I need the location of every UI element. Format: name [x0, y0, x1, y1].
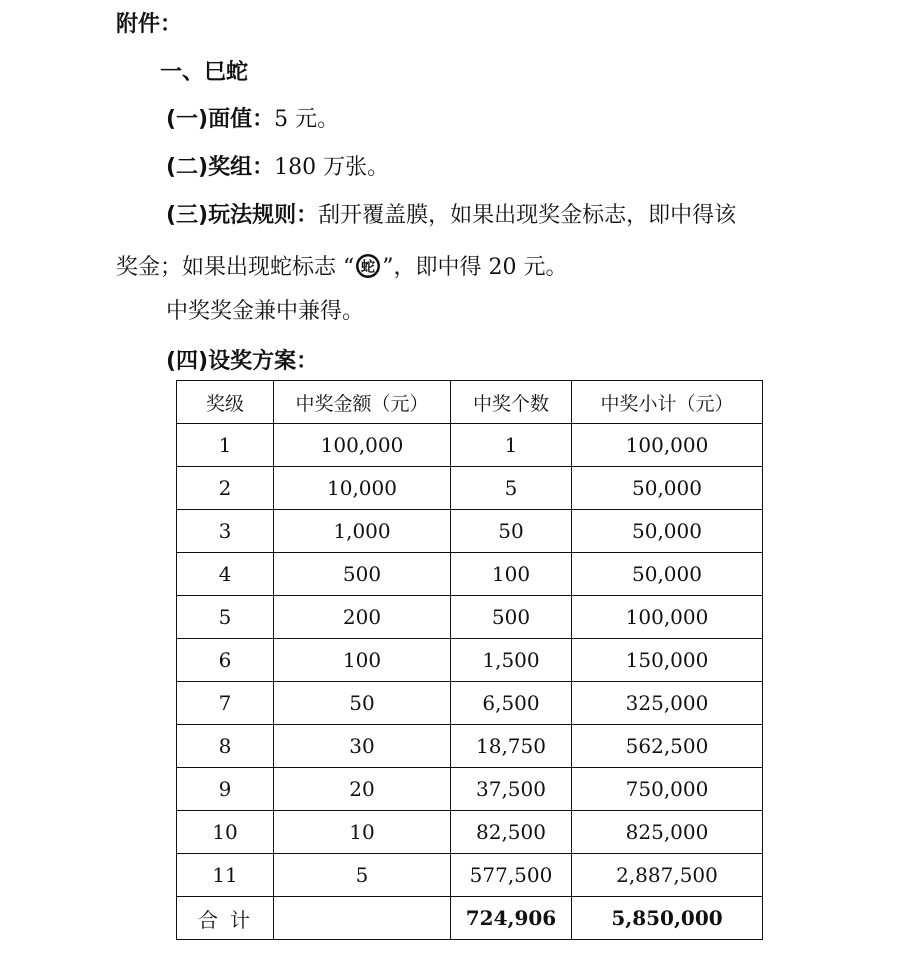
cell-level: 10	[177, 811, 274, 854]
prize-group-text: 180 万张。	[274, 155, 390, 180]
section-heading: 一、巳蛇	[160, 60, 249, 85]
face-value-label: (一)面值：	[166, 107, 275, 132]
prize-group-label: (二)奖组：	[166, 155, 275, 180]
cell-count: 500	[451, 596, 572, 639]
cell-count: 18,750	[451, 725, 572, 768]
rules-text-2-after: ”，即中得 20 元。	[382, 255, 568, 280]
cell-amount: 1,000	[274, 510, 451, 553]
cell-count: 6,500	[451, 682, 572, 725]
rules-line-3: 中奖奖金兼中兼得。	[166, 299, 365, 324]
cell-subtotal: 100,000	[572, 424, 763, 467]
cell-subtotal: 825,000	[572, 811, 763, 854]
cell-level: 11	[177, 854, 274, 897]
cell-level: 8	[177, 725, 274, 768]
table-row	[177, 510, 763, 553]
table-row	[177, 811, 763, 854]
face-value-text: 5 元。	[274, 107, 340, 132]
table-row	[177, 553, 763, 596]
cell-subtotal: 100,000	[572, 596, 763, 639]
cell-amount: 30	[274, 725, 451, 768]
cell-level: 3	[177, 510, 274, 553]
header-prize-count: 中奖个数	[451, 381, 572, 424]
cell-subtotal: 150,000	[572, 639, 763, 682]
table-row	[177, 424, 763, 467]
rules-text-1: 刮开覆盖膜，如果出现奖金标志，即中得该	[318, 203, 737, 228]
cell-amount: 50	[274, 682, 451, 725]
table-row	[177, 682, 763, 725]
table-row	[177, 596, 763, 639]
cell-level: 1	[177, 424, 274, 467]
prize-group-line	[166, 153, 389, 183]
cell-subtotal: 50,000	[572, 553, 763, 596]
cell-count: 1,500	[451, 639, 572, 682]
cell-count: 82,500	[451, 811, 572, 854]
cell-subtotal: 750,000	[572, 768, 763, 811]
cell-amount: 200	[274, 596, 451, 639]
face-value-line	[166, 105, 339, 135]
cell-subtotal: 50,000	[572, 510, 763, 553]
table-row	[177, 467, 763, 510]
header-prize-level: 奖级	[177, 381, 274, 424]
header-prize-amount: 中奖金额（元）	[274, 381, 451, 424]
cell-amount: 100	[274, 639, 451, 682]
attachment-label: 附件：	[116, 12, 183, 37]
cell-count: 100	[451, 553, 572, 596]
header-prize-subtotal: 中奖小计（元）	[572, 381, 763, 424]
cell-count: 577,500	[451, 854, 572, 897]
rules-label: (三)玩法规则：	[166, 203, 319, 228]
snake-symbol-icon	[355, 253, 381, 279]
cell-count: 1	[451, 424, 572, 467]
prize-plan-label: (四)设奖方案：	[166, 349, 319, 374]
cell-amount: 20	[274, 768, 451, 811]
rules-line-1	[166, 201, 736, 231]
cell-subtotal: 50,000	[572, 467, 763, 510]
total-label: 合计	[177, 897, 274, 940]
table-total-row	[177, 897, 763, 940]
cell-level: 5	[177, 596, 274, 639]
table-row	[177, 725, 763, 768]
cell-amount: 500	[274, 553, 451, 596]
cell-count: 50	[451, 510, 572, 553]
cell-subtotal: 325,000	[572, 682, 763, 725]
cell-count: 5	[451, 467, 572, 510]
cell-level: 9	[177, 768, 274, 811]
total-subtotal: 5,850,000	[572, 897, 763, 940]
cell-amount: 10	[274, 811, 451, 854]
table-row	[177, 639, 763, 682]
total-count: 724,906	[451, 897, 572, 940]
cell-amount: 100,000	[274, 424, 451, 467]
cell-amount: 10,000	[274, 467, 451, 510]
rules-text-2-before: 奖金；如果出现蛇标志 “	[116, 255, 355, 280]
cell-level: 6	[177, 639, 274, 682]
table-header-row	[177, 381, 763, 424]
total-amount	[274, 897, 451, 940]
cell-subtotal: 2,887,500	[572, 854, 763, 897]
prize-table	[176, 380, 763, 940]
snake-symbol-char: 蛇	[361, 259, 376, 276]
rules-line-2	[116, 253, 567, 283]
cell-level: 2	[177, 467, 274, 510]
cell-count: 37,500	[451, 768, 572, 811]
table-row	[177, 768, 763, 811]
cell-level: 4	[177, 553, 274, 596]
cell-amount: 5	[274, 854, 451, 897]
cell-subtotal: 562,500	[572, 725, 763, 768]
cell-level: 7	[177, 682, 274, 725]
table-row	[177, 854, 763, 897]
